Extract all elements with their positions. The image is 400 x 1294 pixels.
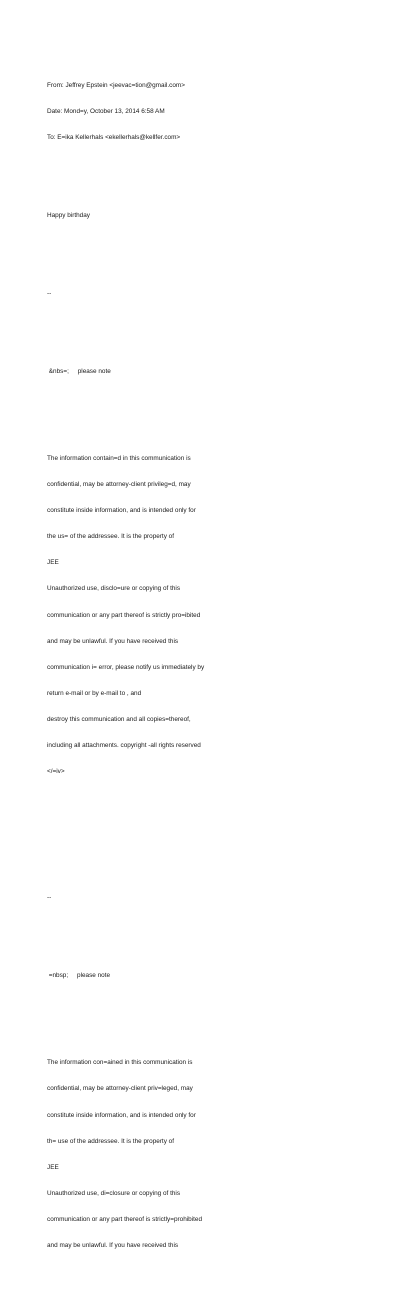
disclaimer-line: constitute inside information, and is intended only for	[47, 507, 196, 515]
disclaimer-line: The information con=ained in this communication is	[47, 1059, 193, 1067]
spacer	[47, 403, 377, 412]
disclaimer-block-1	[47, 438, 377, 795]
disclaimer-line: and may be unlawful. If you have received this	[47, 637, 179, 645]
disclaimer-line: JEE	[47, 559, 59, 567]
separator-1: --	[47, 290, 52, 298]
spacer	[47, 247, 377, 264]
disclaimer-line: communication i= error, please notify us immediately by	[47, 663, 205, 671]
date-line: Date: Mond=y, October 13, 2014 6:58 AM	[47, 108, 165, 116]
disclaimer-line: the us= of the addressee. It is the property of	[47, 533, 175, 541]
disclaimer-line: return e-mail or by e-mail to , and	[47, 689, 142, 697]
disclaimer-line: The information contain=d in this communication is	[47, 455, 191, 463]
disclaimer-line: including all attachments. copyright -all rights reserved	[47, 742, 201, 750]
separator-2: --	[47, 894, 52, 902]
spacer	[47, 169, 377, 186]
to-line: To: E=ika Kellerhals <ekellerhals@kellfer.com>	[47, 134, 181, 142]
disclaimer-line: constitute inside information, and is intended only for	[47, 1111, 196, 1119]
spacer	[47, 1007, 377, 1016]
disclaimer-line: communication or any part thereof is strictly pro=ibited	[47, 611, 201, 619]
disclaimer-line: Unauthorized use, di=closure or copying of this	[47, 1189, 181, 1197]
spacer	[47, 325, 377, 342]
greeting: Happy birthday	[47, 212, 90, 220]
spacer	[47, 929, 377, 946]
disclaimer-line: and may be unlawful. If you have received this	[47, 1242, 179, 1250]
from-line: From: Jeffrey Epstein <jeevac=tion@gmail.com>	[47, 82, 185, 90]
please-note-2: =nbsp; please note	[47, 972, 111, 980]
please-note-1: &nbs=; please note	[47, 368, 111, 376]
disclaimer-block-2	[47, 1042, 377, 1268]
disclaimer-line: communication or any part thereof is strictly=prohibited	[47, 1215, 203, 1223]
disclaimer-line: confidential, may be attorney-client priv=leged, may	[47, 1085, 193, 1093]
email-body	[47, 56, 377, 1294]
disclaimer-line: confidential, may be attorney-client privileg=d, may	[47, 481, 191, 489]
disclaimer-line: </=iv>	[47, 768, 65, 776]
spacer	[47, 820, 377, 868]
disclaimer-line: JEE	[47, 1163, 59, 1171]
disclaimer-line: destroy this communication and all copies=thereof,	[47, 715, 191, 723]
disclaimer-line: th= use of the addressee. It is the property of	[47, 1137, 175, 1145]
disclaimer-line: Unauthorized use, disclo=ure or copying of this	[47, 585, 181, 593]
